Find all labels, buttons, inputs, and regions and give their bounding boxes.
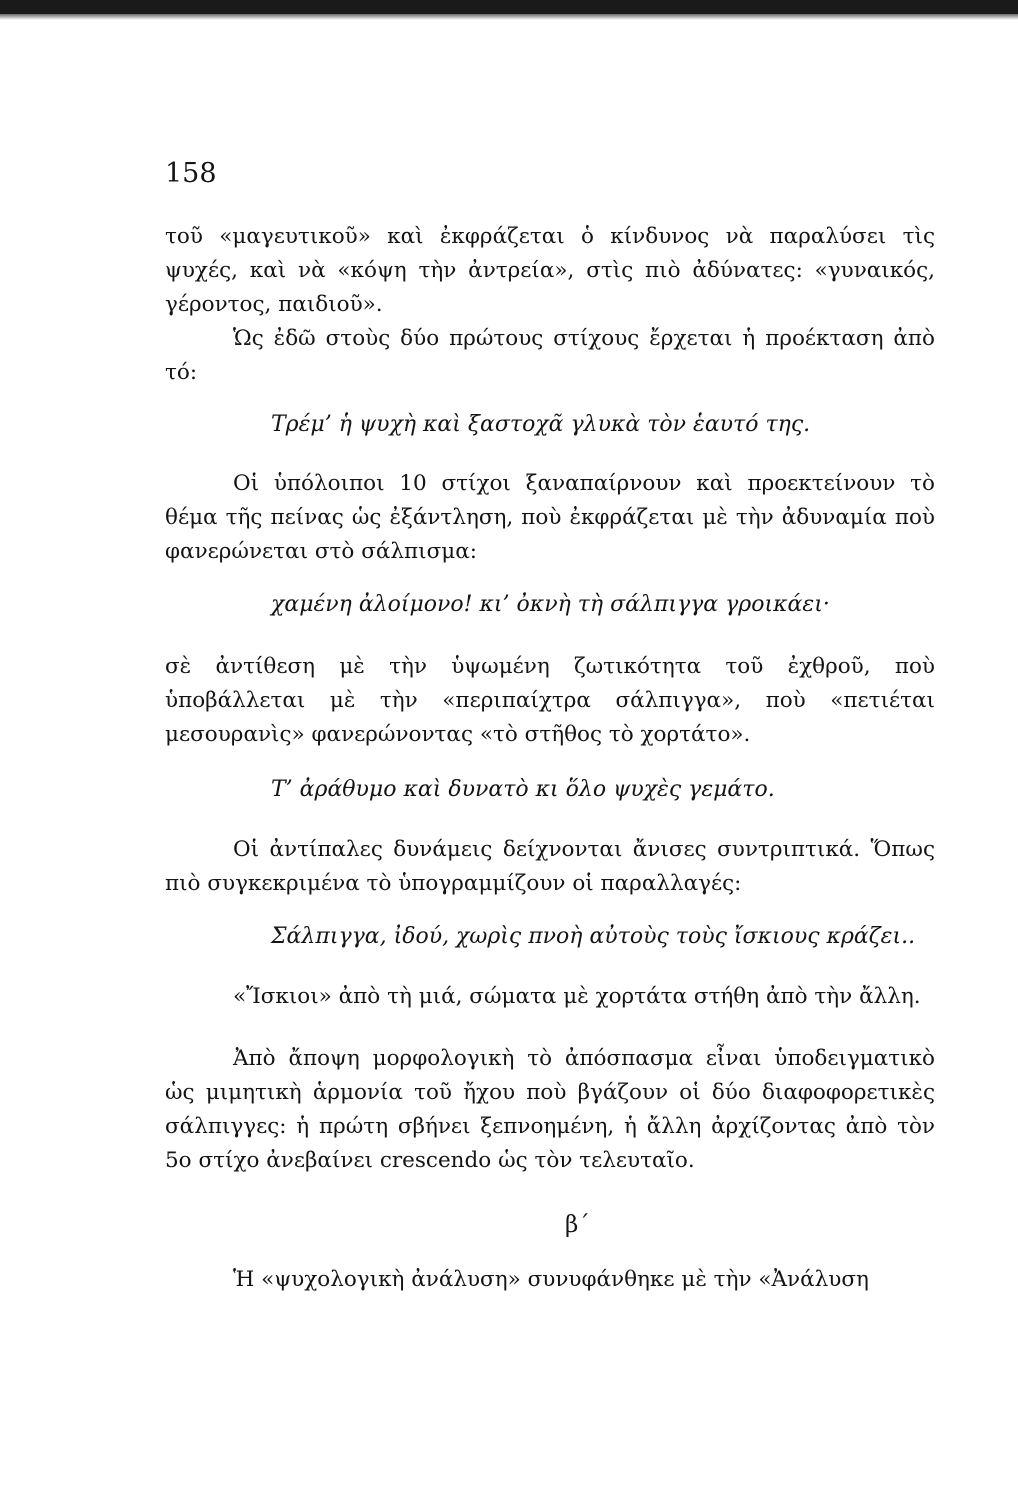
paragraph-2: Ὡς ἐδῶ στοὺς δύο πρώτους στίχους ἔρχεται ἡ προέκταση ἀπὸ τό: [165, 326, 935, 385]
paragraph-6: «Ἴσκιοι» ἀπὸ τὴ μιά, σώματα μὲ χορτάτα στήθη ἀπὸ τὴν ἄλλη. [233, 984, 921, 1009]
paragraph-8: Ἡ «ψυχολογικὴ ἀνάλυση» συνυφάνθηκε μὲ τὴν «Ἀνάλυση [233, 1267, 869, 1292]
verse-quote-4: Σάλπιγγα, ἰδού, χωρὶς πνοὴ αὐτοὺς τοὺς ἴσκιους κράζει.. [271, 924, 916, 949]
scan-top-border [0, 0, 1018, 14]
verse-quote-3: Τ’ ἀράθυμο καὶ δυνατὸ κι ὅλο ψυχὲς γεμάτο. [271, 777, 775, 802]
paragraph-4: σὲ ἀντίθεση μὲ τὴν ὑψωμένη ζωτικότητα τοῦ ἐχθροῦ, ποὺ ὑποβάλλεται μὲ τὴν «περιπαίχτρα σάλπιγγα», ποὺ «πετιέται μεσουρανὶς» φανερώνοντας «τὸ στῆθος τὸ χορτάτο». [165, 654, 935, 747]
verse-quote-1: Τρέμ’ ἡ ψυχὴ καὶ ξαστοχᾶ γλυκὰ τὸν ἑαυτό της. [271, 412, 811, 437]
section-marker: β΄ [565, 1212, 590, 1238]
paragraph-3: Οἱ ὑπόλοιποι 10 στίχοι ξαναπαίρνουν καὶ προεκτείνουν τὸ θέμα τῆς πείνας ὡς ἐξάντληση, ποὺ ἐκφράζεται μὲ τὴν ἀδυναμία ποὺ φανερώνεται στὸ σάλπισμα: [165, 471, 935, 564]
page-number: 158 [165, 158, 217, 189]
scan-top-border-shadow [0, 14, 1018, 20]
paragraph-5: Οἱ ἀντίπαλες δυνάμεις δείχνονται ἄνισες συντριπτικά. Ὅπως πιὸ συγκεκριμένα τὸ ὑπογραμμίζουν οἱ παραλλαγές: [165, 837, 935, 896]
paragraph-1: τοῦ «μαγευτικοῦ» καὶ ἐκφράζεται ὁ κίνδυνος νὰ παραλύσει τὶς ψυχές, καὶ νὰ «κόψη τὴν ἀντρεία», στὶς πιὸ ἀδύνατες: «γυναικός, γέροντος, παιδιοῦ». [165, 224, 935, 317]
verse-quote-2: χαμένη ἀλοίμονο! κι’ ὀκνὴ τὴ σάλπιγγα γροικάει· [271, 592, 830, 617]
paragraph-7: Ἀπὸ ἄποψη μορφολογικὴ τὸ ἀπόσπασμα εἶναι ὑποδειγματικὸ ὡς μιμητικὴ ἁρμονία τοῦ ἤχου ποὺ βγάζουν οἱ δύο διαφοφορετικὲς σάλπιγγες: ἡ πρώτη σβήνει ξεπνοημένη, ἡ ἄλλη ἀρχίζοντας ἀπὸ τὸν 5ο στίχο ἀνεβαίνει crescendo ὡς τὸν τελευταῖο. [165, 1046, 935, 1173]
